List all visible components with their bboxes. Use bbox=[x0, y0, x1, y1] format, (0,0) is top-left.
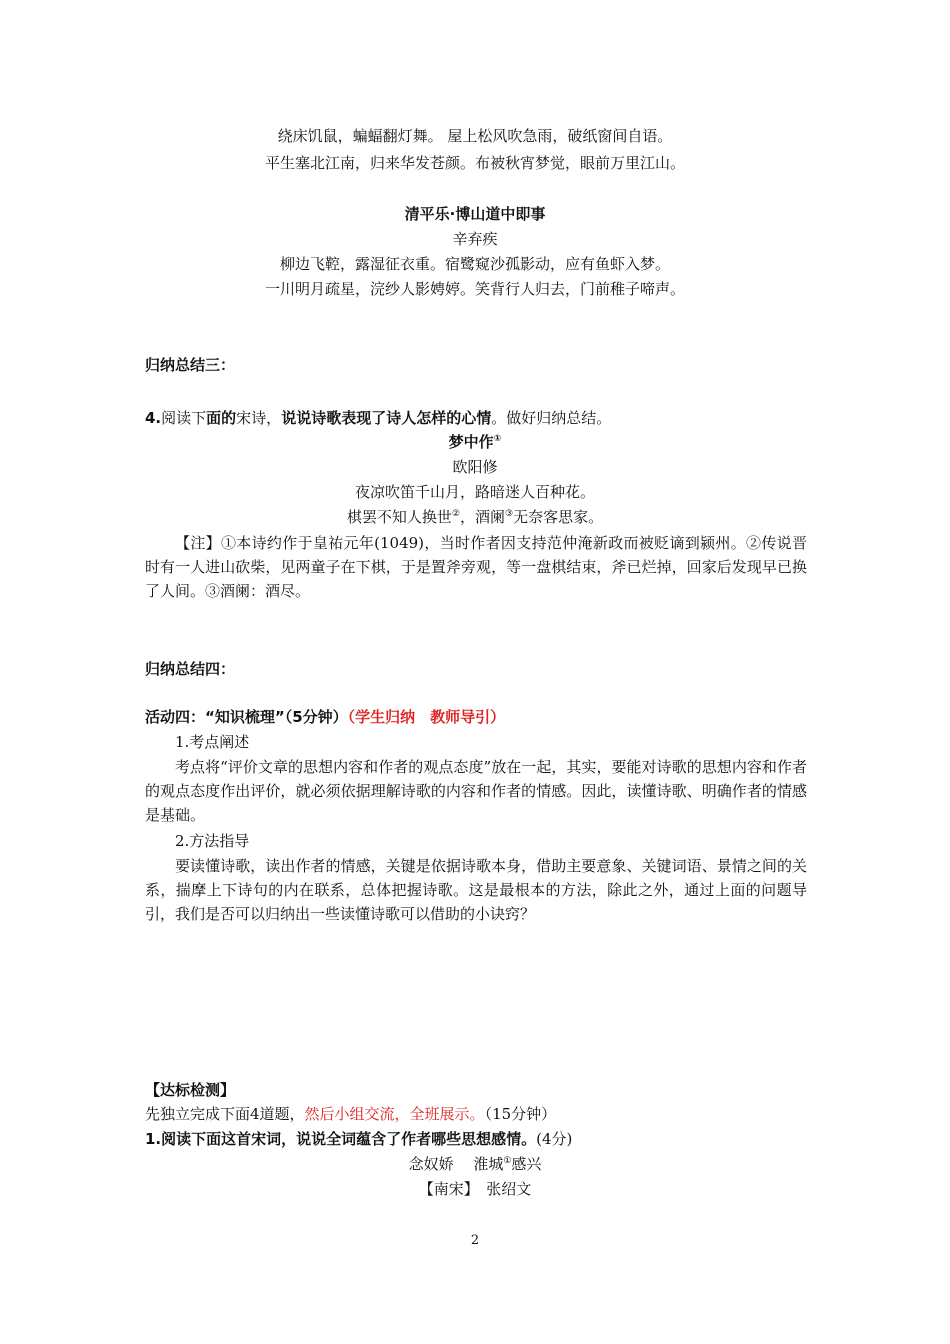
poem3-line2-b: ，酒阑 bbox=[459, 508, 505, 526]
poem2-title: 清平乐·博山道中即事 bbox=[404, 205, 546, 223]
activity-4-label: 活动四：“知识梳理”（5分钟） bbox=[145, 708, 348, 726]
question-4-text-c: 宋诗， bbox=[236, 409, 282, 427]
test-question-1-text: 1.阅读下面这首宋词，说说全词蕴含了作者哪些思想感情。 bbox=[145, 1130, 537, 1148]
poem3-note: 【注】①本诗约作于皇祐元年(1049)，当时作者因支持范仲淹新政而被贬谪到颍州。②传说晋时有一人进山砍柴，见两童子在下棋，于是置斧旁观，等一盘棋结束，斧已烂掉，回家后发现早已换了人间。③酒阑：酒尽。 bbox=[145, 534, 807, 600]
section-2-paragraph: 要读懂诗歌，读出作者的情感，关键是依据诗歌本身，借助主要意象、关键词语、景情之间的关系，揣摩上下诗句的内在联系，总体把握诗歌。这是最根本的方法，除此之外，通过上面的问题导引，我们是否可以归纳出一些读懂诗歌可以借助的小诀窍？ bbox=[145, 857, 807, 923]
poem4-title-note: ① bbox=[503, 1156, 512, 1166]
poem3-title-note: ① bbox=[493, 434, 502, 444]
poem2-line2: 一川明月疏星，浣纱人影娉婷。笑背行人归去，门前稚子啼声。 bbox=[264, 280, 685, 298]
poem3-line2 bbox=[0, 506, 950, 528]
question-4-prompt bbox=[145, 407, 611, 429]
test-intro-red: 然后小组交流，全班展示。 bbox=[304, 1105, 485, 1123]
poem3-line1: 夜凉吹笛千山月，路暗迷人百种花。 bbox=[354, 483, 595, 501]
test-intro-b: （15分钟） bbox=[484, 1105, 557, 1123]
section-1-heading: 1.考点阐述 bbox=[175, 733, 250, 751]
poem2-line1: 柳边飞鞚，露湿征衣重。宿鹭窥沙孤影动，应有鱼虾入梦。 bbox=[279, 255, 670, 273]
poem4-author: 【南宋】 张绍文 bbox=[418, 1180, 532, 1198]
poem4-title bbox=[0, 1153, 950, 1175]
poem2-author: 辛弃疾 bbox=[452, 230, 498, 248]
test-question-1 bbox=[145, 1128, 572, 1150]
poem3-note-ref-3: ③ bbox=[505, 509, 514, 519]
poem4-title-b: 感兴 bbox=[511, 1155, 542, 1173]
test-question-1-score: (4分) bbox=[536, 1130, 573, 1148]
test-heading: 【达标检测】 bbox=[145, 1081, 236, 1099]
poem3-line2-c: 无奈客思家。 bbox=[513, 508, 604, 526]
activity-4-red-note: （学生归纳 教师导引） bbox=[347, 708, 506, 726]
test-intro-a: 先独立完成下面4道题， bbox=[145, 1105, 305, 1123]
question-4-text-a: 阅读下 bbox=[161, 409, 207, 427]
poem1-line2: 平生塞北江南，归来华发苍颜。布被秋宵梦觉，眼前万里江山。 bbox=[264, 154, 685, 172]
test-intro bbox=[145, 1103, 556, 1125]
poem4-title-a: 念奴娇 淮城 bbox=[408, 1155, 504, 1173]
poem3-title-text: 梦中作 bbox=[448, 433, 494, 451]
question-4-text-b: 面的 bbox=[206, 409, 237, 427]
summary-4-heading: 归纳总结四： bbox=[145, 660, 236, 678]
poem3-note-ref-2: ② bbox=[451, 509, 460, 519]
activity-4-heading bbox=[145, 706, 505, 728]
poem3-author: 欧阳修 bbox=[452, 458, 498, 476]
poem3-line2-a: 棋罢不知人换世 bbox=[346, 508, 452, 526]
section-2-heading: 2.方法指导 bbox=[175, 832, 250, 850]
question-4-number: 4. bbox=[145, 409, 162, 427]
section-1-paragraph: 考点将“评价文章的思想内容和作者的观点态度”放在一起，其实，要能对诗歌的思想内容和作者的观点态度作出评价，就必须依据理解诗歌的内容和作者的情感。因此，读懂诗歌、明确作者的情感是基础。 bbox=[145, 758, 807, 824]
poem1-line1: 绕床饥鼠，蝙蝠翻灯舞。 屋上松风吹急雨，破纸窗间自语。 bbox=[277, 127, 673, 145]
summary-3-heading: 归纳总结三： bbox=[145, 356, 236, 374]
question-4-text-e: 。做好归纳总结。 bbox=[491, 409, 612, 427]
question-4-text-d: 说说诗歌表现了诗人怎样的心情 bbox=[281, 409, 492, 427]
page-number: 2 bbox=[470, 1233, 480, 1248]
poem3-title bbox=[0, 431, 950, 453]
